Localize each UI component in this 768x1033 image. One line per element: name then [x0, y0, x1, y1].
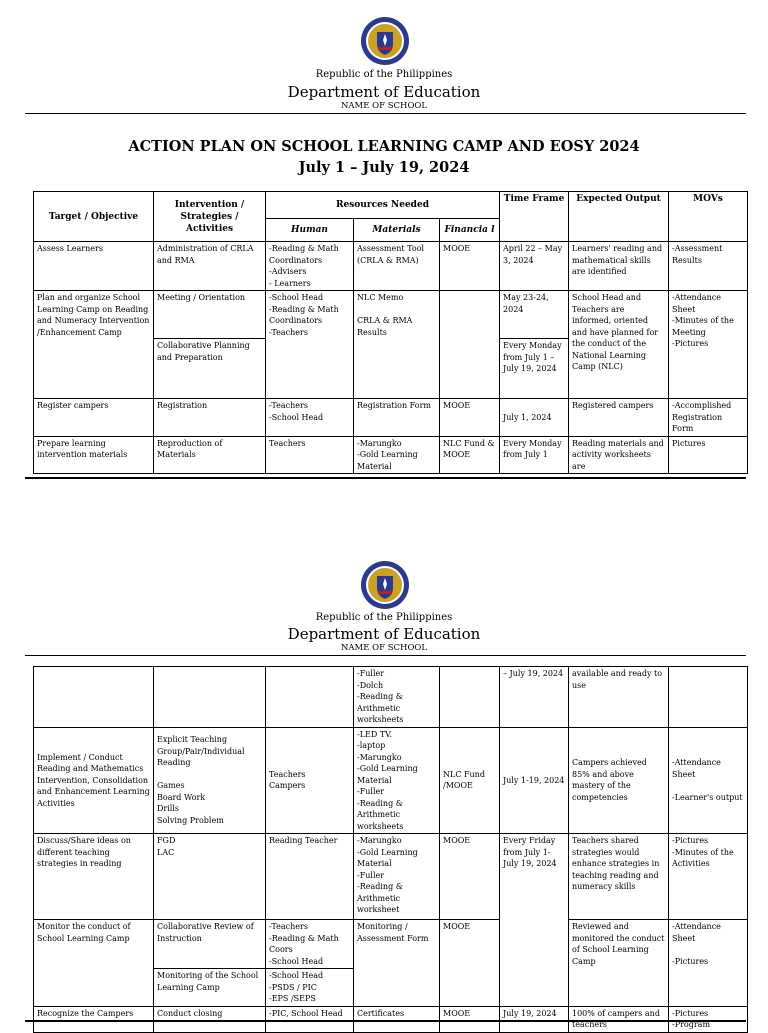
page-title: ACTION PLAN ON SCHOOL LEARNING CAMP AND EOSY 2024 — [128, 138, 640, 155]
cell-financial: NLC Fund /MOOE — [440, 727, 500, 834]
republic-text: Republic of the Philippines — [315, 69, 453, 80]
cell-movs: -Pictures -Minutes of the Activities — [669, 834, 748, 920]
cell-financial: MOOE — [440, 834, 500, 920]
header-divider — [25, 113, 746, 114]
deped-seal-icon — [360, 560, 410, 610]
page-1-bottom-rule — [25, 477, 746, 479]
cell-expected-output: 100% of campers and teachers — [569, 1006, 669, 1032]
cell-movs: -Accomplished Registration Form — [669, 399, 748, 437]
cell-expected-output: Teachers shared strategies would enhance strategies in teaching reading and numeracy skills — [569, 834, 669, 920]
cell-human — [266, 667, 354, 728]
deped-seal-icon — [360, 16, 410, 66]
table-row — [34, 1006, 748, 1032]
cell-target: Discuss/Share ideas on different teaching strategies in reading — [34, 834, 154, 920]
cell-target: Implement / Conduct Reading and Mathematics Intervention, Consolidation and Enhancement Learning Activities — [34, 727, 154, 834]
table-row — [34, 834, 748, 920]
cell-target — [34, 667, 154, 728]
cell-financial — [440, 667, 500, 728]
cell-movs: -Pictures -Program — [669, 1006, 748, 1032]
cell-human: Teachers — [266, 436, 354, 474]
header-divider — [25, 655, 746, 656]
cell-time-frame: Every Monday from July 1 – July 19, 2024 — [500, 339, 569, 399]
table-row — [34, 242, 748, 291]
cell-movs: -Assessment Results — [669, 242, 748, 291]
cell-expected-output: School Head and Teachers are informed, oriented and have planned for the conduct of the National Learning Camp (NLC) — [569, 291, 669, 399]
table-row — [34, 667, 748, 728]
header-financial: Financia l — [440, 219, 500, 242]
cell-time-frame: July 19, 2024 — [500, 1006, 569, 1032]
header-resources: Resources Needed — [266, 192, 500, 219]
department-text: Department of Education — [287, 625, 481, 643]
table-row — [34, 920, 748, 969]
cell-movs: Pictures — [669, 436, 748, 474]
cell-human: Reading Teacher — [266, 834, 354, 920]
cell-movs: -Attendance Sheet -Pictures — [669, 920, 748, 1007]
document-page-1 — [0, 0, 768, 500]
cell-materials: -Marungko -Gold Learning Material — [354, 436, 440, 474]
cell-human: -School Head -PSDS / PIC -EPS /SEPS — [266, 969, 354, 1007]
cell-time-frame: July 1-19, 2024 — [500, 727, 569, 834]
cell-expected-output: Reading materials and activity worksheets are — [569, 436, 669, 474]
cell-target: Prepare learning intervention materials — [34, 436, 154, 474]
cell-materials: -Marungko -Gold Learning Material -Fuller -Reading & Arithmetic worksheet — [354, 834, 440, 920]
school-name-text: NAME OF SCHOOL — [340, 101, 428, 111]
cell-intervention: Administration of CRLA and RMA — [154, 242, 266, 291]
header-intervention: Intervention / Strategies / Activities — [154, 192, 266, 242]
cell-expected-output: Registered campers — [569, 399, 669, 437]
cell-target: Monitor the conduct of School Learning Camp — [34, 920, 154, 1007]
cell-materials: Certificates — [354, 1006, 440, 1032]
date-range: July 1 – July 19, 2024 — [298, 159, 470, 176]
cell-financial: NLC Fund & MOOE — [440, 436, 500, 474]
cell-time-frame: Every Monday from July 1 — [500, 436, 569, 474]
cell-target: Recognize the Campers — [34, 1006, 154, 1032]
header-expected-output: Expected Output — [569, 192, 669, 242]
header-human: Human — [266, 219, 354, 242]
department-text: Department of Education — [287, 83, 481, 101]
cell-intervention: FGD LAC — [154, 834, 266, 920]
cell-target: Register campers — [34, 399, 154, 437]
cell-financial: MOOE — [440, 242, 500, 291]
cell-materials: Assessment Tool (CRLA & RMA) — [354, 242, 440, 291]
cell-materials: -LED TV. -laptop -Marungko -Gold Learning Material -Fuller -Reading & Arithmetic worksheets — [354, 727, 440, 834]
table-row — [34, 727, 748, 834]
cell-human: Teachers Campers — [266, 727, 354, 834]
cell-time-frame: May 23-24, 2024 — [500, 291, 569, 339]
cell-intervention: Meeting / Orientation — [154, 291, 266, 339]
cell-time-frame: July 1, 2024 — [500, 399, 569, 437]
cell-time-frame: Every Friday from July 1-July 19, 2024 — [500, 834, 569, 1007]
cell-financial: MOOE — [440, 1006, 500, 1032]
cell-intervention: Conduct closing — [154, 1006, 266, 1032]
cell-intervention: Monitoring of the School Learning Camp — [154, 969, 266, 1007]
cell-target: Plan and organize School Learning Camp on Reading and Numeracy Intervention /Enhancement Camp — [34, 291, 154, 399]
cell-expected-output: Reviewed and monitored the conduct of School Learning Camp — [569, 920, 669, 1007]
cell-movs: -Attendance Sheet -Minutes of the Meeting -Pictures — [669, 291, 748, 399]
cell-human: -PIC, School Head — [266, 1006, 354, 1032]
action-plan-table-page-2 — [33, 666, 748, 1033]
document-page-2 — [0, 540, 768, 1029]
cell-human: -Reading & Math Coordinators -Advisers - Learners — [266, 242, 354, 291]
cell-intervention: Collaborative Review of Instruction — [154, 920, 266, 969]
header-materials: Materials — [354, 219, 440, 242]
page-2-bottom-rule — [25, 1020, 746, 1022]
cell-intervention: Registration — [154, 399, 266, 437]
cell-materials: NLC Memo CRLA & RMA Results — [354, 291, 440, 399]
cell-time-frame: April 22 – May 3, 2024 — [500, 242, 569, 291]
cell-movs: -Attendance Sheet -Learner's output — [669, 727, 748, 834]
cell-materials: Registration Form — [354, 399, 440, 437]
header-target: Target / Objective — [34, 192, 154, 242]
table-row — [34, 436, 748, 474]
table-row — [34, 291, 748, 339]
cell-movs — [669, 667, 748, 728]
cell-target: Assess Learners — [34, 242, 154, 291]
cell-intervention: Collaborative Planning and Preparation — [154, 339, 266, 399]
cell-financial: MOOE — [440, 399, 500, 437]
cell-human: -Teachers -Reading & Math Coors -School Head — [266, 920, 354, 969]
cell-intervention: Explicit Teaching Group/Pair/Individual Reading Games Board Work Drills Solving Problem — [154, 727, 266, 834]
cell-human: -School Head -Reading & Math Coordinators -Teachers — [266, 291, 354, 399]
republic-text: Republic of the Philippines — [315, 612, 453, 623]
cell-materials: Monitoring / Assessment Form — [354, 920, 440, 1007]
cell-expected-output: Learners' reading and mathematical skills are identified — [569, 242, 669, 291]
header-movs: MOVs — [669, 192, 748, 242]
cell-expected-output: Campers achieved 85% and above mastery of the competencies — [569, 727, 669, 834]
cell-materials: -Fuller -Dolch -Reading & Arithmetic worksheets — [354, 667, 440, 728]
cell-financial — [440, 291, 500, 399]
cell-intervention — [154, 667, 266, 728]
cell-intervention: Reproduction of Materials — [154, 436, 266, 474]
cell-expected-output: available and ready to use — [569, 667, 669, 728]
cell-time-frame: – July 19, 2024 — [500, 667, 569, 728]
cell-human: -Teachers -School Head — [266, 399, 354, 437]
school-name-text: NAME OF SCHOOL — [340, 643, 428, 653]
cell-financial: MOOE — [440, 920, 500, 1007]
action-plan-table-page-1 — [33, 191, 748, 474]
table-row — [34, 399, 748, 437]
header-time-frame: Time Frame — [500, 192, 569, 242]
